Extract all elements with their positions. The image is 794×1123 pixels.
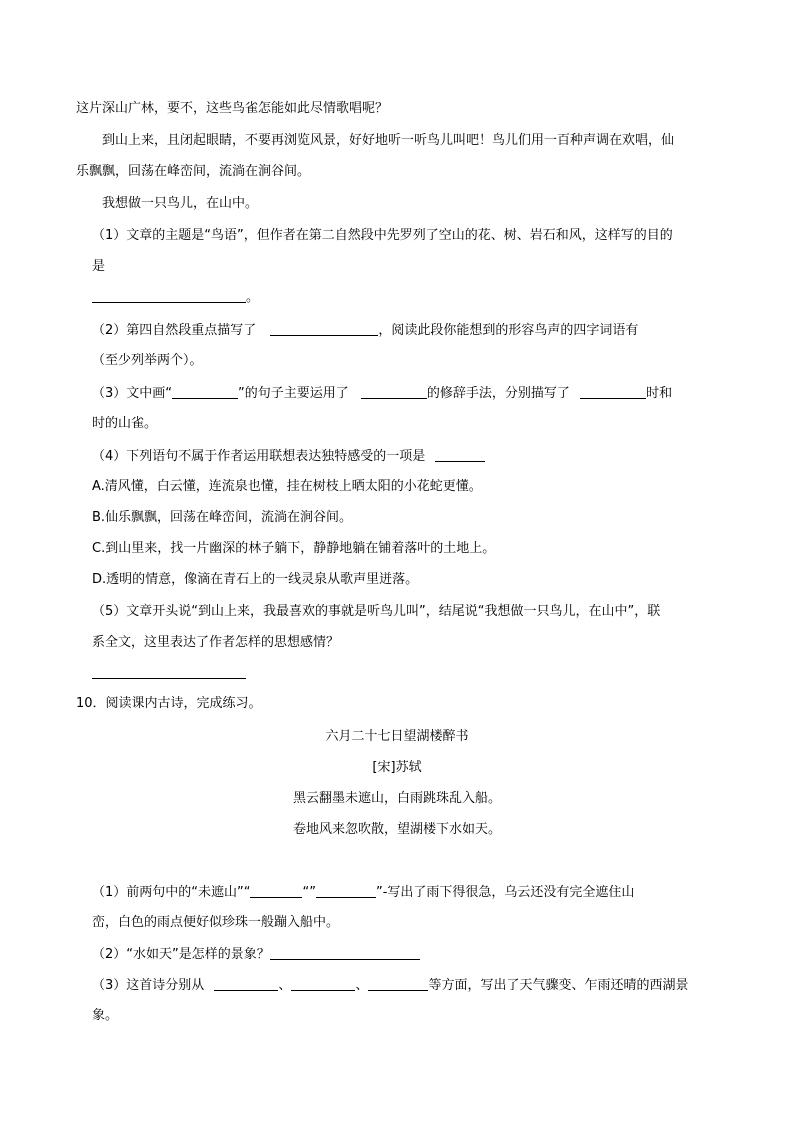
- question-10-1-text-cont: 峦，白色的雨点便好似珍珠一般蹦入船中。: [92, 915, 340, 930]
- answer-blank[interactable]: [435, 447, 485, 462]
- question-10-3-text-cont: 象。: [92, 1008, 119, 1023]
- answer-blank[interactable]: [214, 976, 278, 991]
- poem-line-1: 黑云翻墨未遮山，白雨跳珠乱入船。: [292, 791, 501, 806]
- question-4-option-a: A.清风懂，白云懂，连流泉也懂，挂在树枝上晒太阳的小花蛇更懂。: [92, 479, 482, 494]
- answer-blank[interactable]: [92, 664, 246, 679]
- question-10-2-text: （2）“水如天”是怎样的景象？: [92, 945, 420, 964]
- answer-blank[interactable]: [250, 883, 302, 898]
- question-5-answer: [92, 664, 246, 683]
- question-5-text-cont: 系全文，这里表达了作者怎样的思想感情？: [92, 635, 340, 650]
- answer-blank[interactable]: [368, 976, 428, 991]
- question-5-text: （5）文章开头说“到山上来，我最喜欢的事就是听鸟儿叫”，结尾说“我想做一只鸟儿，在山中”，联: [92, 604, 661, 619]
- question-4-option-b: B.仙乐飘飘，回荡在峰峦间，流淌在涧谷间。: [92, 510, 353, 525]
- answer-blank[interactable]: [291, 976, 355, 991]
- poem-line-2: 卷地风来忽吹散，望湖楼下水如天。: [292, 822, 501, 837]
- question-10-3-text: （3）这首诗分别从 、 、 等方面，写出了天气骤变、乍雨还晴的西湖景: [92, 978, 689, 993]
- poem-title: 六月二十七日望湖楼醉书: [325, 729, 469, 744]
- question-4-option-c: C.到山里来，找一片幽深的林子躺下，静静地躺在铺着落叶的土地上。: [92, 541, 496, 556]
- question-10-heading: 10．阅读课内古诗，完成练习。: [76, 696, 262, 711]
- question-1-text: （1）文章的主题是“鸟语”，但作者在第二自然段中先罗列了空山的花、树、岩石和风，这样写的目的: [92, 228, 673, 243]
- question-4-text: （4）下列语句不属于作者运用联想表达独特感受的一项是: [92, 447, 485, 466]
- answer-blank[interactable]: [270, 945, 420, 960]
- question-1-answer: 。: [92, 288, 259, 307]
- passage-line-2: 到山上来，且闭起眼睛，不要再浏览风景，好好地听一听鸟儿叫吧！鸟儿们用一百种声调在欢唱，仙: [102, 133, 675, 148]
- poem-author: [宋]苏轼: [372, 760, 422, 775]
- passage-line-3: 乐飘飘，回荡在峰峦间，流淌在涧谷间。: [76, 164, 311, 179]
- question-3-text: （3）文中画“ ”的句子主要运用了 的修辞手法，分别描写了 时和: [92, 386, 673, 401]
- answer-blank[interactable]: [316, 883, 376, 898]
- answer-blank[interactable]: [580, 384, 646, 399]
- answer-blank[interactable]: [92, 288, 246, 303]
- question-3-text-cont: 时的山雀。: [92, 416, 158, 431]
- passage-line-1: 这片深山广林，要不，这些鸟雀怎能如此尽情歌唱呢？: [76, 101, 389, 116]
- answer-blank[interactable]: [361, 384, 427, 399]
- passage-line-4: 我想做一只鸟儿，在山中。: [102, 196, 259, 211]
- question-2-text-cont: （至少列举两个）。: [92, 353, 203, 368]
- question-10-1-text: （1）前两句中的“未遮山”“ “” ”-写出了雨下得很急，乌云还没有完全遮住山: [92, 885, 635, 900]
- answer-blank[interactable]: [172, 384, 238, 399]
- answer-blank[interactable]: [270, 321, 378, 336]
- question-4-option-d: D.透明的情意，像滴在青石上的一线灵泉从歌声里迸落。: [92, 572, 419, 587]
- question-1-text-cont: 是: [92, 259, 106, 274]
- question-2-text: （2）第四自然段重点描写了 ，阅读此段你能想到的形容鸟声的四字词语有: [92, 323, 639, 338]
